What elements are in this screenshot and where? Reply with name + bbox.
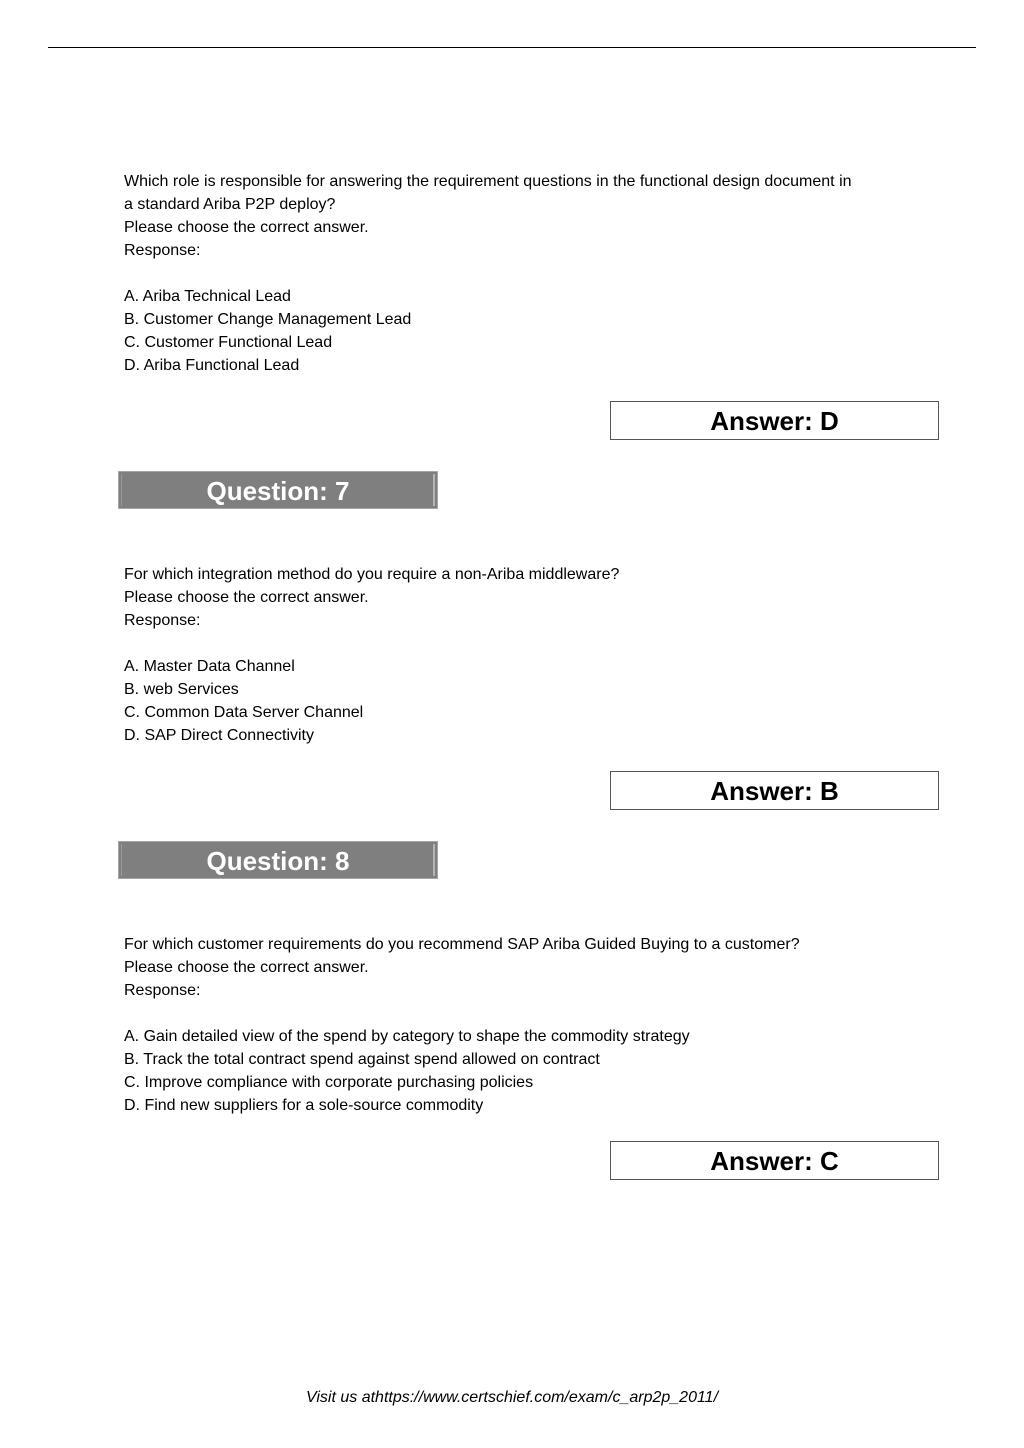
spacer xyxy=(124,262,944,285)
question-8-body xyxy=(124,933,944,1117)
answer-option: A. Ariba Technical Lead xyxy=(124,288,291,305)
question-line: For which customer requirements do you recommend SAP Ariba Guided Buying to a customer? xyxy=(124,936,800,953)
question-line: For which integration method do you require a non-Ariba middleware? xyxy=(124,566,620,583)
question-7-heading: Question: 7 xyxy=(206,476,350,506)
answer-option: C. Common Data Server Channel xyxy=(124,704,364,721)
question-line: Response: xyxy=(124,982,201,999)
answer-option: D. SAP Direct Connectivity xyxy=(124,727,314,744)
header-rule xyxy=(48,47,976,48)
question-line: Response: xyxy=(124,612,201,629)
question-8-banner xyxy=(118,841,438,879)
answer-option: D. Ariba Functional Lead xyxy=(124,357,300,374)
question-line: Please choose the correct answer. xyxy=(124,219,369,236)
question-line: Please choose the correct answer. xyxy=(124,959,369,976)
spacer xyxy=(124,1002,944,1025)
answer-option: C. Improve compliance with corporate purchasing policies xyxy=(124,1074,534,1091)
answer-option: A. Master Data Channel xyxy=(124,658,295,675)
spacer xyxy=(124,632,944,655)
answer-option: D. Find new suppliers for a sole-source commodity xyxy=(124,1097,484,1114)
answer-option: B. Track the total contract spend against spend allowed on contract xyxy=(124,1051,600,1068)
question-line: a standard Ariba P2P deploy? xyxy=(124,196,336,213)
question-8-heading: Question: 8 xyxy=(206,846,350,876)
question-7-body xyxy=(124,563,944,747)
answer-box-question-7: Answer: B xyxy=(610,771,939,810)
answer-box-question-8: Answer: C xyxy=(610,1141,939,1180)
answer-option: B. Customer Change Management Lead xyxy=(124,311,412,328)
answer-option: B. web Services xyxy=(124,681,239,698)
answer-box-question-6: Answer: D xyxy=(610,401,939,440)
question-line: Response: xyxy=(124,242,201,259)
question-7-banner xyxy=(118,471,438,509)
answer-option: A. Gain detailed view of the spend by category to shape the commodity strategy xyxy=(124,1028,690,1045)
footer-visit-link[interactable]: Visit us athttps://www.certschief.com/exam/c_arp2p_2011/ xyxy=(305,1389,719,1406)
question-6-body xyxy=(124,170,944,377)
question-line: Please choose the correct answer. xyxy=(124,589,369,606)
answer-option: C. Customer Functional Lead xyxy=(124,334,333,351)
question-line: Which role is responsible for answering the requirement questions in the functional design document in xyxy=(124,173,852,190)
